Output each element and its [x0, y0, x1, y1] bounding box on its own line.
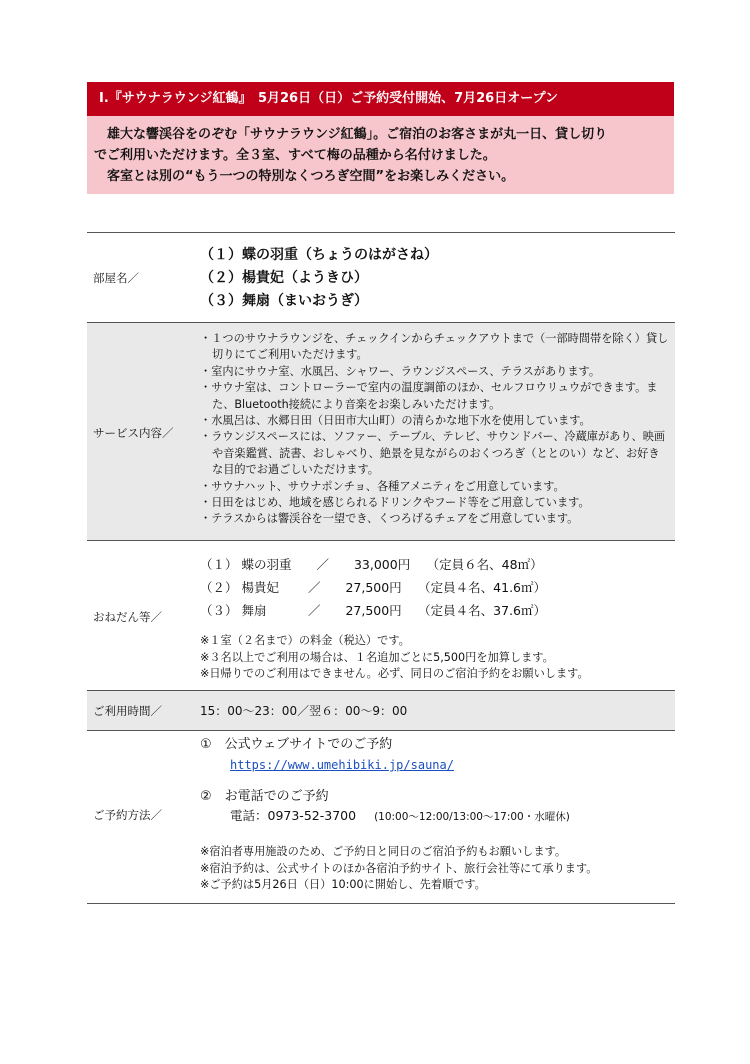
reservation-note: ※宿泊者専用施設のため、ご予約日と同日のご宿泊予約もお願いします。 — [200, 845, 567, 858]
reservation-notes — [200, 844, 669, 894]
reservation-note: ※ご予約は5月26日（日）10:00に開始し、先着順です。 — [200, 878, 486, 891]
intro-box — [87, 116, 674, 194]
reservation-note: ※宿泊予約は、公式サイトのほか各宿泊予約サイト、旅行会社等にて承ります。 — [200, 861, 598, 875]
service-item: ・水風呂は、水郷日田（日田市大山町）の清らかな地下水を使用しています。 — [200, 414, 591, 428]
service-item: ・１つのサウナラウンジを、チェックインからチェックアウトまで（一部時間帯を除く）貸し切りにてご利用いただけます。 — [200, 332, 669, 362]
web-reservation-title: ① 公式ウェブサイトでのご予約 — [200, 737, 393, 752]
service-item: ・サウナハット、サウナポンチョ、各種アメニティをご用意しています。 — [200, 479, 565, 493]
intro-line: でご利用いただけます。全３室、すべて梅の品種から名付けました。 — [94, 148, 496, 163]
services-list — [200, 331, 669, 528]
price-note: ※日帰りでのご利用はできません。必ず、同日のご宿泊予約をお願いします。 — [200, 667, 589, 680]
service-item: ・室内にサウナ室、水風呂、シャワー、ラウンジスペース、テラスがあります。 — [200, 364, 601, 378]
services-row — [87, 322, 675, 540]
section-title: Ⅰ.『サウナラウンジ紅鶴』 5月26日（日）ご予約受付開始、7月26日オープン — [87, 82, 674, 116]
phone-reservation-title: ② お電話でのご予約 — [200, 789, 329, 804]
reservation-web — [200, 736, 669, 773]
intro-line: 雄大な響渓谷をのぞむ「サウナラウンジ紅鶴」。ご宿泊のお客さまが丸一日、貸し切り — [94, 127, 608, 142]
service-item: ・サウナ室は、コントローラーで室内の温度調節のほか、セルフロウリュウができます。また、Bluetooth接続により音楽をお楽しみいただけます。 — [200, 381, 658, 411]
hours-value: 15：00～23：00／翌６：00～9：00 — [200, 704, 408, 718]
hours-label: ご利用時間／ — [93, 704, 162, 718]
reservation-phone — [200, 788, 669, 824]
service-item: ・日田をはじめ、地域を感じられるドリンクやフード等をご用意しています。 — [200, 496, 590, 510]
room-name: （２）楊貴妃（ようきひ） — [200, 270, 368, 286]
prices-row — [87, 540, 675, 690]
room-name: （１）蝶の羽重（ちょうのはがさね） — [200, 247, 438, 263]
phone-number[interactable]: 電話：0973-52-3700 — [230, 808, 357, 823]
reservation-row — [87, 730, 675, 904]
hours-row — [87, 690, 675, 730]
intro-line: 客室とは別の“もう一つの特別なくつろぎ空間”をお楽しみください。 — [94, 169, 515, 184]
prices-list — [200, 553, 669, 622]
phone-hours: (10:00～12:00/13:00～17:00・水曜休) — [374, 811, 570, 823]
room-name: （３）舞扇（まいおうぎ） — [200, 293, 368, 309]
prices-notes — [200, 633, 669, 683]
price-item: （１） 蝶の羽重 ／ 33,000円 （定員６名、48㎡） — [200, 557, 543, 572]
website-link[interactable]: https://www.umehibiki.jp/sauna/ — [230, 758, 454, 772]
price-item: （２） 楊貴妃 ／ 27,500円 （定員４名、41.6㎡） — [200, 580, 546, 595]
rooms-list — [200, 244, 669, 313]
price-note: ※３名以上でご利用の場合は、１名追加ごとに5,500円を加算します。 — [200, 650, 554, 664]
service-item: ・ラウンジスペースには、ソファー、テーブル、テレビ、サウンドバー、冷蔵庫があり、映画や音楽鑑賞、読書、おしゃべり、絶景を見ながらのおくつろぎ（ととのい）など、お好きな目的でお過ごしいただけます。 — [200, 430, 666, 477]
price-note: ※１室（２名まで）の料金（税込）です。 — [200, 634, 410, 647]
service-item: ・テラスからは響渓谷を一望でき、くつろげるチェアをご用意しています。 — [200, 512, 579, 526]
info-table — [87, 232, 675, 904]
services-label: サービス内容／ — [93, 426, 174, 440]
price-item: （３） 舞扇 ／ 27,500円 （定員４名、37.6㎡） — [200, 603, 546, 618]
rooms-label: 部屋名／ — [93, 271, 139, 285]
rooms-row — [87, 232, 675, 322]
prices-label: おねだん等／ — [93, 610, 162, 624]
reservation-label: ご予約方法／ — [93, 808, 162, 822]
